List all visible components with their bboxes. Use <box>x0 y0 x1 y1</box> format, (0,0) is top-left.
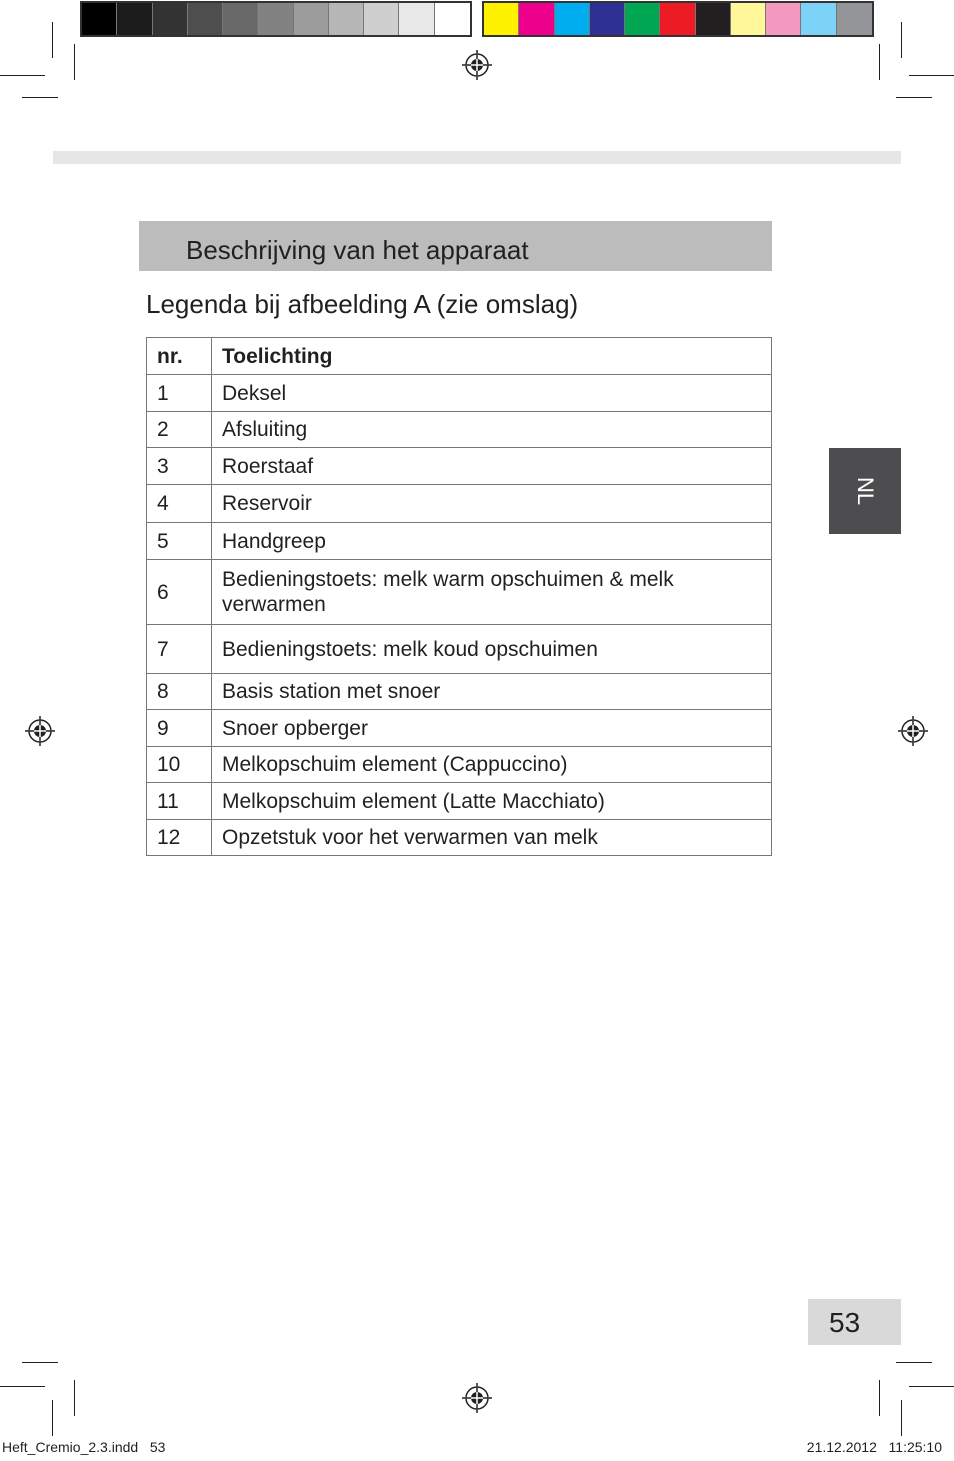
row-description: Melkopschuim element (Cappuccino) <box>212 747 772 783</box>
column-header-description: Toelichting <box>212 338 772 375</box>
table-row <box>147 448 772 485</box>
color-swatch <box>294 3 329 35</box>
row-number: 6 <box>147 560 212 625</box>
row-number: 10 <box>147 747 212 783</box>
row-number: 1 <box>147 375 212 412</box>
row-description: Reservoir <box>212 485 772 523</box>
registration-mark-icon <box>462 1383 492 1413</box>
legend-table <box>146 337 772 856</box>
color-swatch <box>660 3 695 35</box>
row-number: 2 <box>147 412 212 448</box>
crop-mark <box>896 97 932 98</box>
language-label: NL <box>853 476 878 506</box>
table-row <box>147 560 772 625</box>
color-swatch <box>625 3 660 35</box>
color-swatch <box>435 3 470 35</box>
footer-file-name: Heft_Cremio_2.3.indd 53 <box>2 1439 166 1455</box>
crop-mark <box>0 1386 45 1387</box>
crop-mark <box>879 44 880 80</box>
row-description: Melkopschuim element (Latte Macchiato) <box>212 783 772 820</box>
process-color-bar <box>482 1 874 37</box>
column-header-nr: nr. <box>147 338 212 375</box>
table-row <box>147 674 772 710</box>
gray-color-bar <box>80 1 472 37</box>
crop-mark <box>901 1400 902 1436</box>
color-swatch <box>801 3 836 35</box>
color-swatch <box>364 3 399 35</box>
crop-mark <box>909 1386 954 1387</box>
row-description: Bedieningstoets: melk warm opschuimen & melk verwarmen <box>212 560 772 625</box>
color-swatch <box>731 3 766 35</box>
color-swatch <box>258 3 293 35</box>
color-swatch <box>399 3 434 35</box>
row-description: Roerstaaf <box>212 448 772 485</box>
row-description: Handgreep <box>212 523 772 560</box>
crop-mark <box>52 22 53 58</box>
table-row <box>147 820 772 856</box>
row-description: Afsluiting <box>212 412 772 448</box>
row-number: 12 <box>147 820 212 856</box>
section-heading: Beschrijving van het apparaat <box>186 235 529 265</box>
table-header-row <box>147 338 772 375</box>
row-number: 5 <box>147 523 212 560</box>
row-number: 9 <box>147 710 212 747</box>
table-row <box>147 375 772 412</box>
row-number: 11 <box>147 783 212 820</box>
color-swatch <box>188 3 223 35</box>
footer-timestamp: 21.12.2012 11:25:10 <box>806 1439 942 1455</box>
registration-mark-icon <box>462 50 492 80</box>
page-number: 53 <box>829 1307 861 1338</box>
crop-mark <box>909 75 954 76</box>
row-number: 7 <box>147 625 212 674</box>
crop-mark <box>74 1380 75 1416</box>
color-swatch <box>153 3 188 35</box>
row-description: Opzetstuk voor het verwarmen van melk <box>212 820 772 856</box>
row-description: Deksel <box>212 375 772 412</box>
crop-mark <box>901 22 902 58</box>
table-row <box>147 523 772 560</box>
color-swatch <box>117 3 152 35</box>
row-description: Bedieningstoets: melk koud opschuimen <box>212 625 772 674</box>
crop-mark <box>74 44 75 80</box>
table-row <box>147 412 772 448</box>
color-swatch <box>519 3 554 35</box>
color-swatch <box>484 3 519 35</box>
registration-mark-icon <box>25 716 55 746</box>
row-description: Basis station met snoer <box>212 674 772 710</box>
color-swatch <box>837 3 872 35</box>
crop-mark <box>879 1380 880 1416</box>
language-tab <box>829 448 901 534</box>
color-swatch <box>696 3 731 35</box>
row-number: 3 <box>147 448 212 485</box>
crop-mark <box>22 97 58 98</box>
crop-mark <box>22 1362 58 1363</box>
table-row <box>147 710 772 747</box>
crop-mark <box>52 1400 53 1436</box>
crop-mark <box>896 1362 932 1363</box>
registration-mark-icon <box>898 716 928 746</box>
page-number-box <box>808 1299 901 1345</box>
color-swatch <box>555 3 590 35</box>
color-swatch <box>590 3 625 35</box>
color-swatch <box>329 3 364 35</box>
table-row <box>147 783 772 820</box>
table-row <box>147 747 772 783</box>
crop-mark <box>0 75 45 76</box>
color-swatch <box>223 3 258 35</box>
table-row <box>147 625 772 674</box>
section-subtitle: Legenda bij afbeelding A (zie omslag) <box>146 289 579 319</box>
row-number: 8 <box>147 674 212 710</box>
table-row <box>147 485 772 523</box>
color-swatch <box>766 3 801 35</box>
color-swatch <box>82 3 117 35</box>
header-band <box>53 151 901 164</box>
row-description: Snoer opberger <box>212 710 772 747</box>
row-number: 4 <box>147 485 212 523</box>
section-heading-bar <box>139 221 772 271</box>
